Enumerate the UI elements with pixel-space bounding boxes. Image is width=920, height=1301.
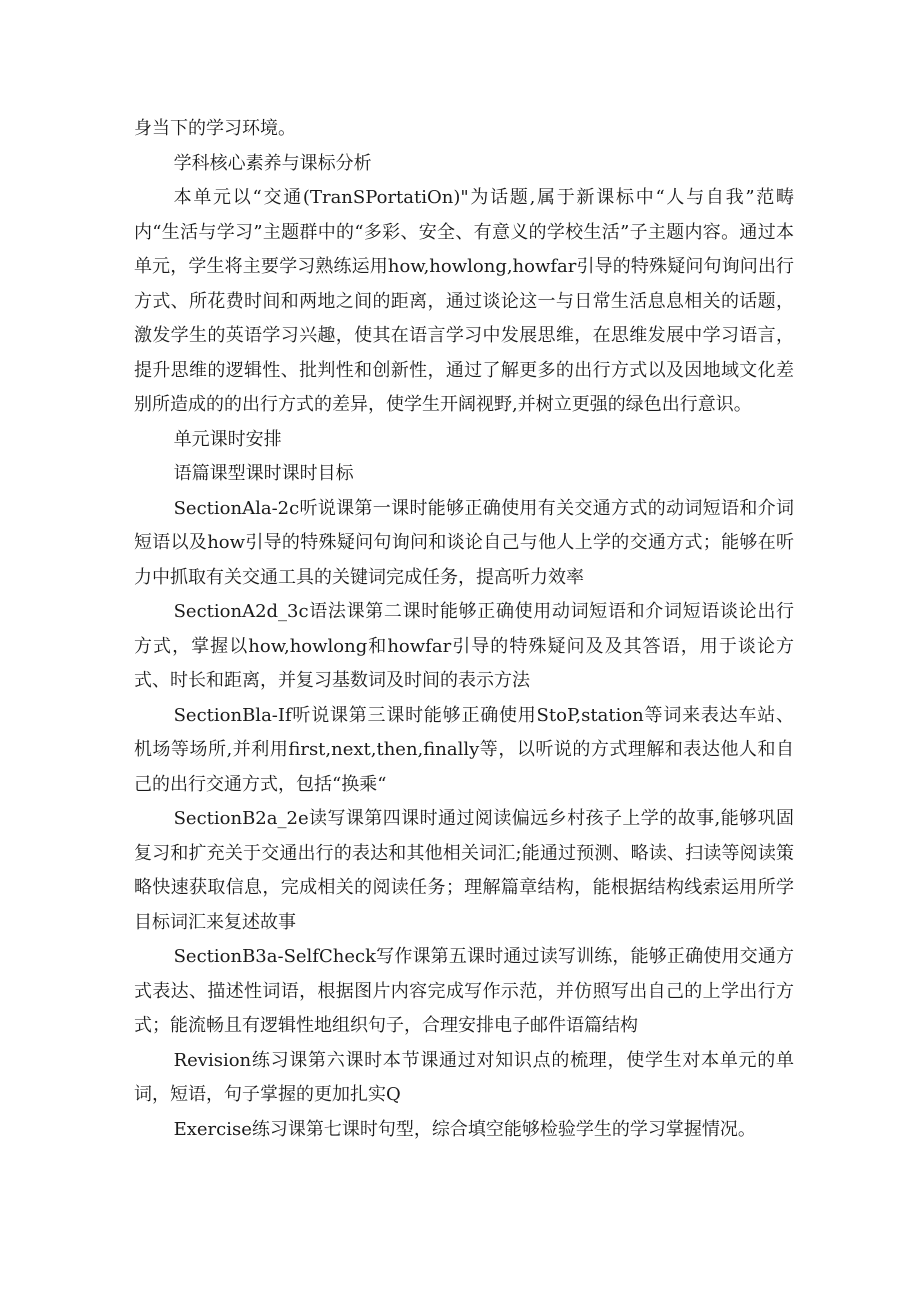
- document-body: [134, 112, 794, 1147]
- heading-core-literacy: 学科核心素养与课标分析: [173, 152, 372, 174]
- heading-lesson-schedule: 单元课时安排: [173, 428, 282, 450]
- lesson-item-7: Exercise练习课第七课时句型，综合填空能够检验学生的学习掌握情况。: [173, 1118, 756, 1140]
- lesson-item-4: SectionB2a_2e读写课第四课时通过阅读偏远乡村孩子上学的故事,能够巩固复习和扩充关于交通出行的表达和其他相关词汇;能通过预测、略读、扫读等阅读策略快速获取信息，完成相关的阅读任务；理解篇章结构，能根据结构线索运用所学目标词汇来复述故事: [134, 808, 794, 933]
- lesson-item-6: Revision练习课第六课时本节课通过对知识点的梳理，使学生对本单元的单词，短语，句子掌握的更加扎实Q: [134, 1049, 794, 1105]
- lesson-item-5: SectionB3a-SelfCheck写作课第五课时通过读写训练，能够正确使用交通方式表达、描述性词语，根据图片内容完成写作示范，并仿照写出自己的上学出行方式；能流畅且有逻辑性地组织句子，合理安排电子邮件语篇结构: [134, 946, 794, 1036]
- paragraph-unit-overview: 本单元以“交通(TranSPortatiOn)"为话题,属于新课标中“人与自我”范畴内“生活与学习”主题群中的“多彩、安全、有意义的学校生活”子主题内容。通过本单元，学生将主要学习熟练运用how,howlong,howfar引导的特殊疑问句询问出行方式、所花费时间和两地之间的距离，通过谈论这一与日常生活息息相关的话题，激发学生的英语学习兴趣，使其在语言学习中发展思维，在思维发展中学习语言，提升思维的逻辑性、批判性和创新性，通过了解更多的出行方式以及因地域文化差别所造成的的出行方式的差异，使学生开阔视野,并树立更强的绿色出行意识。: [134, 187, 794, 415]
- lesson-item-2: SectionA2d_3c语法课第二课时能够正确使用动词短语和介词短语谈论出行方式，掌握以how,howlong和howfar引导的特殊疑问及及其答语，用于谈论方式、时长和距离，并复习基数词及时间的表示方法: [134, 601, 794, 691]
- heading-lesson-columns: 语篇课型课时课时目标: [173, 463, 354, 484]
- lesson-item-3: SectionBla-If听说课第三课时能够正确使用StoP,station等词来表达车站、机场等场所,并利用first,next,then,finally等，以听说的方式理解和表达他人和自己的出行交通方式，包括“换乘“: [134, 704, 794, 795]
- lesson-item-1: SectionAla-2c听说课第一课时能够正确使用有关交通方式的动词短语和介词短语以及how引导的特殊疑问句询问和谈论自己与他人上学的交通方式；能够在听力中抓取有关交通工具的关键词完成任务，提高听力效率: [134, 497, 794, 588]
- paragraph-continuation: 身当下的学习环境。: [134, 118, 296, 139]
